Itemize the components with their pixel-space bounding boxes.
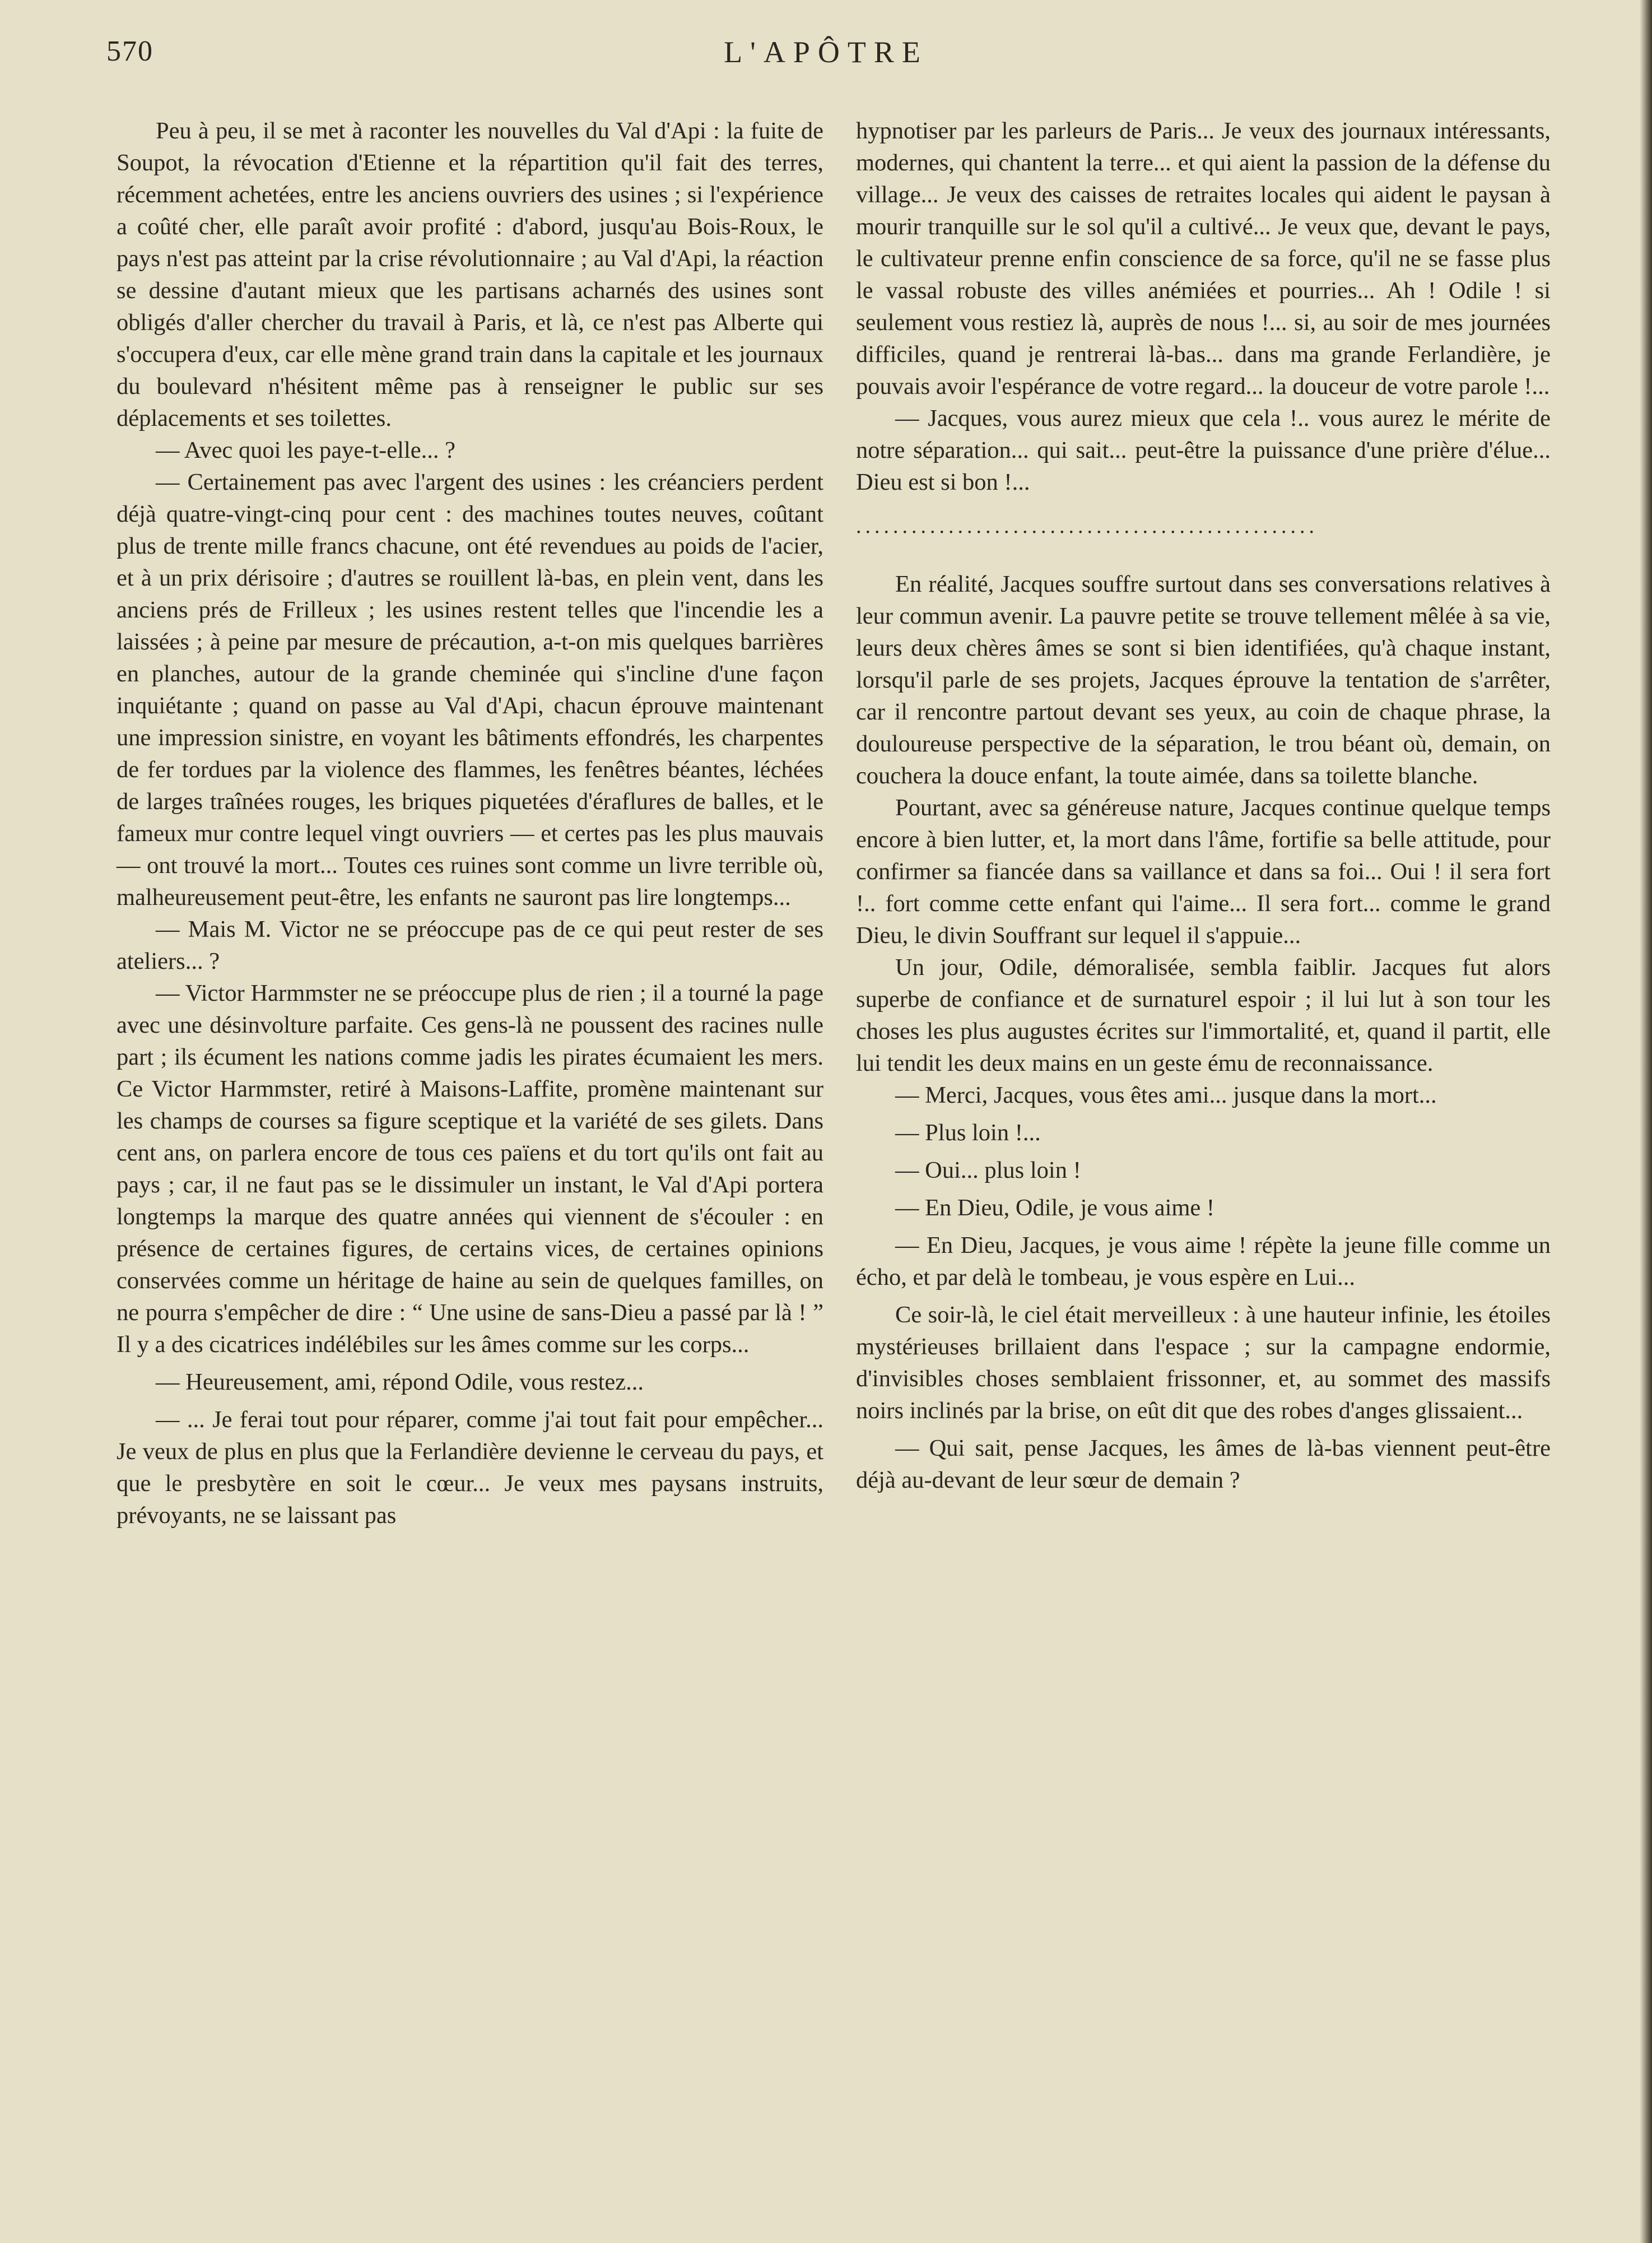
dialogue-line: — Avec quoi les paye-t-elle... ? bbox=[156, 437, 455, 463]
dialogue-line: — Mais M. Victor ne se préoccupe pas de ce qui peut rester de ses ateliers... ? bbox=[117, 916, 823, 974]
dialogue-line: — Plus loin !... bbox=[895, 1120, 1041, 1146]
section-separator: .................................................. bbox=[856, 514, 1318, 538]
paragraph: Peu à peu, il se met à raconter les nouvelles du Val d'Api : la fuite de Soupot, la révocation d'Etienne et la répartition qu'il fait des terres, récemment achetées, entre les anciens ouvriers des usines ; si l'expérience a coûté cher, elle paraît avoir profité : d'abord, jusqu'au Bois-Roux, le pays n'est pas atteint par la crise révolutionnaire ; au Val d'Api, la réaction se dessine d'autant mieux que les partisans acharnés des usines sont obligés d'aller chercher du travail à Paris, et là, ce n'est pas Alberte qui s'occupera d'eux, car elle mène grand train dans la capitale et les journaux du boulevard n'hésitent même pas à renseigner le public sur ses déplacements et ses toilettes. bbox=[117, 118, 823, 431]
left-column bbox=[117, 115, 823, 1531]
running-head bbox=[0, 35, 1652, 85]
dialogue-line: — En Dieu, Odile, je vous aime ! bbox=[895, 1195, 1215, 1221]
page-edge-shadow bbox=[1640, 0, 1652, 2243]
right-column bbox=[856, 115, 1551, 1496]
dialogue-line: — En Dieu, Jacques, je vous aime ! répète la jeune fille comme un écho, et par delà le tombeau, je vous espère en Lui... bbox=[856, 1232, 1551, 1290]
dialogue-line: — Qui sait, pense Jacques, les âmes de là-bas viennent peut-être déjà au-devant de leur sœur de demain ? bbox=[856, 1435, 1551, 1493]
paragraph: Un jour, Odile, démoralisée, sembla faiblir. Jacques fut alors superbe de confiance et de surnaturel espoir ; il lui lut à son tour les choses les plus augustes écrites sur l'immortalité, et, quand il partit, elle lui tendit les deux mains en un geste ému de reconnaissance. bbox=[856, 954, 1551, 1076]
dialogue-line: — Oui... plus loin ! bbox=[895, 1157, 1081, 1183]
paragraph: En réalité, Jacques souffre surtout dans ses conversations relatives à leur commun avenir. La pauvre petite se trouve tellement mêlée à sa vie, leurs deux chères âmes se sont si bien identifiées, qu'à chaque instant, lorsqu'il parle de ses projets, Jacques éprouve la tentation de s'arrêter, car il rencontre partout devant ses yeux, au coin de chaque phrase, la douloureuse perspective de la séparation, le trou béant où, demain, on couchera la douce enfant, la toute aimée, dans sa toilette blanche. bbox=[856, 571, 1551, 789]
dialogue-line: — Victor Harmmster ne se préoccupe plus de rien ; il a tourné la page avec une désinvolture parfaite. Ces gens-là ne poussent des racines nulle part ; ils écument les nations comme jadis les pirates écumaient les mers. Ce Victor Harmmster, retiré à Maisons-Laffite, promène maintenant sur les champs de courses sa figure sceptique et la variété de ses gilets. Dans cent ans, on parlera encore de tous ces païens et du tort qu'ils ont fait au pays ; car, il ne faut pas se le dissimuler un instant, le Val d'Api portera longtemps la marque des quatre années qui viennent de s'écouler : en présence de certaines figures, de certains vices, de certaines opinions conservées comme un héritage de haine au sein de quelques familles, on ne pourra s'empêcher de dire : “ Une usine de sans-Dieu a passé par là ! ” Il y a des cicatrices indélébiles sur les âmes comme sur les corps... bbox=[117, 980, 823, 1358]
paragraph-continued: hypnotiser par les parleurs de Paris... Je veux des journaux intéressants, modernes, qui chantent la terre... et qui aient la passion de la défense du village... Je veux des caisses de retraites locales qui aident le paysan à mourir tranquille sur le sol qu'il a cultivé... Je veux que, devant le pays, le cultivateur prenne enfin conscience de sa force, qu'il ne se fasse plus le vassal robuste des villes anémiées et pourries... Ah ! Odile ! si seulement vous restiez là, auprès de nous !... si, au soir de mes journées difficiles, quand je rentrerai là-bas... dans ma grande Ferlandière, je pouvais avoir l'espérance de votre regard... la douceur de votre parole !... bbox=[856, 118, 1551, 400]
paragraph: Pourtant, avec sa généreuse nature, Jacques continue quelque temps encore à bien lutter, et, la mort dans l'âme, fortifie sa belle attitude, pour confirmer sa fiancée dans sa vaillance et dans sa foi... Oui ! il sera fort !.. fort comme cette enfant qui l'aime... Il sera fort... comme le grand Dieu, le divin Souffrant sur lequel il s'appuie... bbox=[856, 795, 1551, 949]
page-number: 570 bbox=[106, 35, 153, 67]
dialogue-line: — Merci, Jacques, vous êtes ami... jusque dans la mort... bbox=[895, 1082, 1437, 1108]
journal-title: L'APÔTRE bbox=[724, 35, 928, 69]
dialogue-line: — Jacques, vous aurez mieux que cela !.. vous aurez le mérite de notre séparation... qui sait... peut-être la puissance d'une prière d'élue... Dieu est si bon !... bbox=[856, 405, 1551, 495]
paragraph: Ce soir-là, le ciel était merveilleux : à une hauteur infinie, les étoiles mystérieuses brillaient dans l'espace ; sur la campagne endormie, d'invisibles choses semblaient frissonner, et, au sommet des massifs noirs inclinés par la brise, on eût dit que des robes d'anges glissaient... bbox=[856, 1302, 1551, 1424]
dialogue-line: — ... Je ferai tout pour réparer, comme j'ai tout fait pour empêcher... Je veux de plus en plus que la Ferlandière devienne le cerveau du pays, et que le presbytère en soit le cœur... Je veux mes paysans instruits, prévoyants, ne se laissant pas bbox=[117, 1406, 823, 1529]
dialogue-line: — Heureusement, ami, répond Odile, vous restez... bbox=[156, 1369, 644, 1395]
dialogue-line: — Certainement pas avec l'argent des usines : les créanciers perdent déjà quatre-vingt-cinq pour cent : des machines toutes neuves, coûtant plus de trente mille francs chacune, ont été revendues au poids de l'acier, et à un prix dérisoire ; d'autres se rouillent là-bas, en plein vent, dans les anciens prés de Frilleux ; les usines restent telles que l'incendie les a laissées ; à peine par mesure de précaution, a-t-on mis quelques barrières en planches, autour de la grande cheminée qui s'incline d'une façon inquiétante ; quand on passe au Val d'Api, chacun éprouve maintenant une impression sinistre, en voyant les bâtiments effondrés, les charpentes de fer tordues par la violence des flammes, les fenêtres béantes, léchées de larges traînées rouges, les briques piquetées d'éraflures de balles, et le fameux mur contre lequel vingt ouvriers — et certes pas les plus mauvais — ont trouvé la mort... Toutes ces ruines sont comme un livre terrible où, malheureusement peut-être, les enfants ne sauront pas lire longtemps... bbox=[117, 469, 823, 911]
